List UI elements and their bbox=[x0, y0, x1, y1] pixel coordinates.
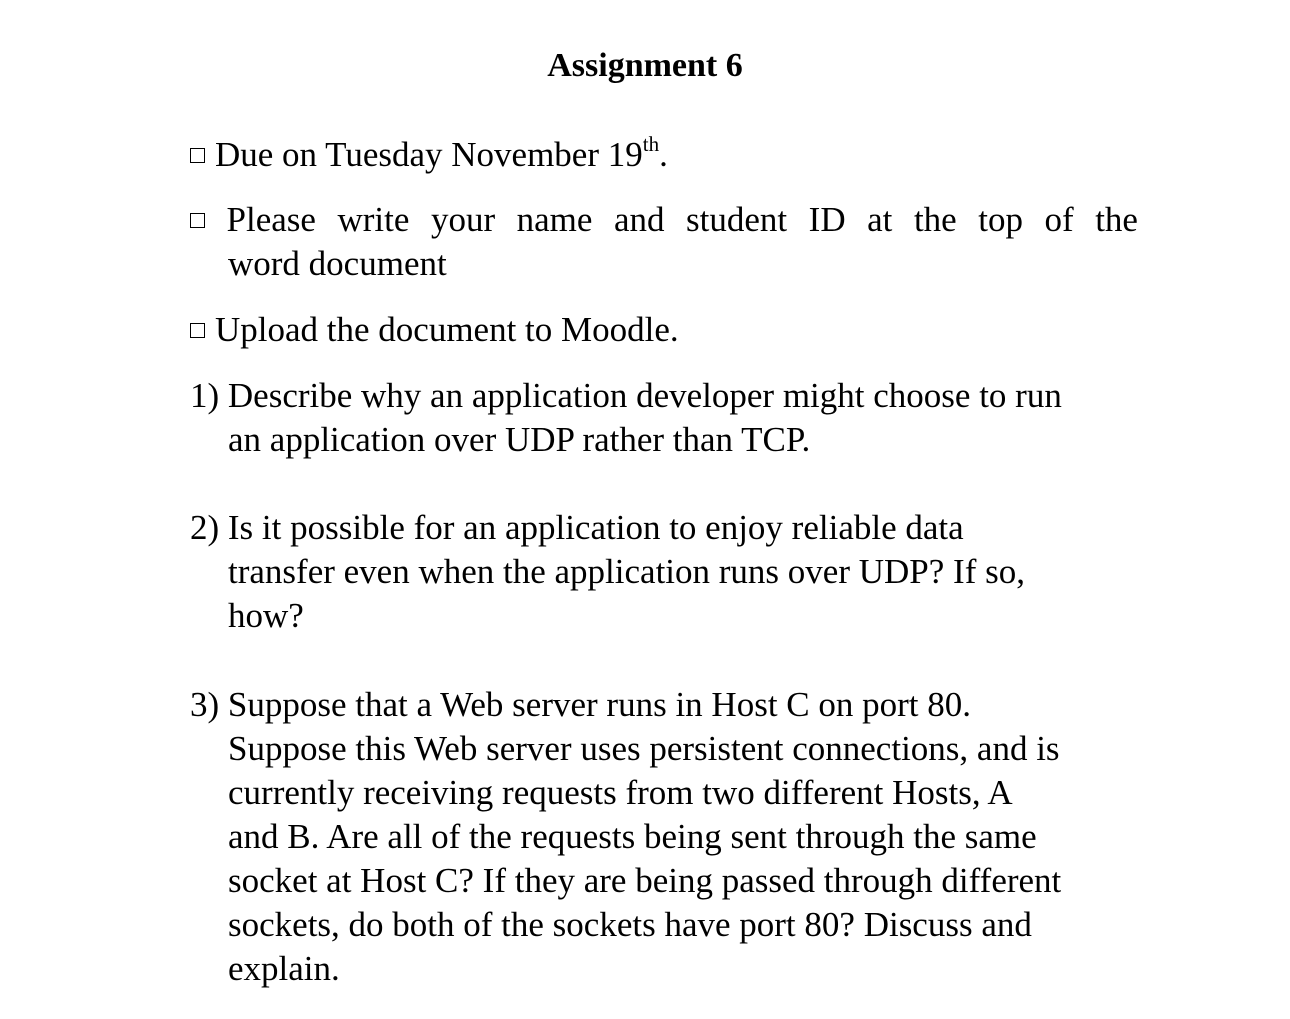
question-2 bbox=[190, 506, 1138, 638]
word: at bbox=[867, 200, 893, 239]
page-title: Assignment 6 bbox=[547, 47, 743, 84]
checkbox-bullet-icon bbox=[190, 213, 205, 228]
question-2-line: how? bbox=[228, 596, 304, 635]
word: name bbox=[516, 200, 593, 239]
question-3-line: explain. bbox=[228, 949, 340, 988]
question-3-line: currently receiving requests from two different Hosts, A bbox=[228, 773, 1013, 812]
word: your bbox=[430, 200, 496, 239]
bullet-upload bbox=[190, 308, 1138, 352]
question-1 bbox=[190, 374, 1138, 462]
word: and bbox=[613, 200, 665, 239]
question-3 bbox=[190, 683, 1138, 991]
checkbox-bullet-icon bbox=[190, 148, 205, 163]
due-date-period: . bbox=[659, 135, 668, 174]
word: of bbox=[1044, 200, 1074, 239]
question-3-line: sockets, do both of the sockets have port 80? Discuss and bbox=[228, 905, 1032, 944]
question-1-line: 1) Describe why an application developer might choose to run bbox=[190, 376, 1062, 415]
bullet-name-id-first-line bbox=[190, 198, 1138, 242]
question-1-line: an application over UDP rather than TCP. bbox=[228, 420, 811, 459]
question-3-line: Suppose this Web server uses persistent connections, and is bbox=[228, 729, 1060, 768]
question-3-line: 3) Suppose that a Web server runs in Host C on port 80. bbox=[190, 685, 972, 724]
due-date-ordinal: th bbox=[642, 132, 660, 156]
checkbox-bullet-icon bbox=[190, 323, 205, 338]
bullet-name-id bbox=[190, 198, 1138, 286]
bullet-due-date bbox=[190, 133, 1138, 177]
word: write bbox=[337, 200, 410, 239]
word: Please bbox=[226, 200, 316, 239]
word: student bbox=[686, 200, 788, 239]
question-2-line: transfer even when the application runs over UDP? If so, bbox=[228, 552, 1025, 591]
question-3-line: socket at Host C? If they are being passed through different bbox=[228, 861, 1062, 900]
upload-text: Upload the document to Moodle. bbox=[215, 310, 679, 349]
word: ID bbox=[808, 200, 846, 239]
checkbox-bullet-icon-wrap bbox=[190, 198, 205, 242]
word: the bbox=[913, 200, 957, 239]
bullet-name-id-continuation: word document bbox=[228, 244, 447, 283]
due-date-text: Due on Tuesday November 19 bbox=[215, 135, 643, 174]
question-3-line: and B. Are all of the requests being sent through the same bbox=[228, 817, 1037, 856]
word: the bbox=[1095, 200, 1138, 239]
word: top bbox=[978, 200, 1023, 239]
question-2-line: 2) Is it possible for an application to enjoy reliable data bbox=[190, 508, 964, 547]
